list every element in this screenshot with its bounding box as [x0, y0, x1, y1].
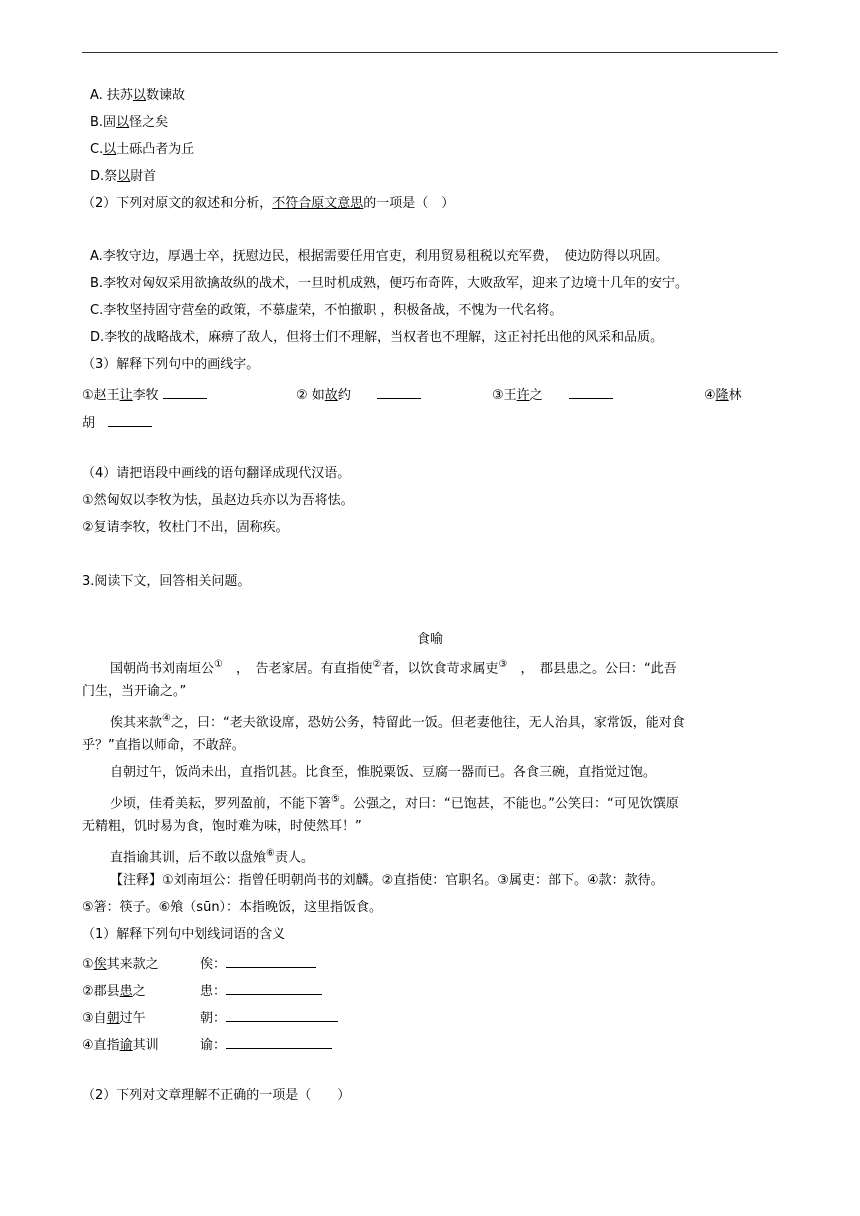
- q3-1-prompt: （1）解释下列句中划线词语的含义: [82, 927, 286, 942]
- passage-p5: 直指谕其训，后不敢以盘飧⑥责人。: [110, 848, 314, 866]
- q2-option-a: A.李牧守边，厚遇士卒，抚慰边民，根据需要任用官吏，利用贸易租税以充军费， 使边防得以巩固。: [90, 249, 669, 264]
- vocab-answer-2: 患：: [200, 980, 322, 999]
- vocab-answer-3: 朝：: [200, 1007, 338, 1026]
- vocab-item-3: ③自朝过午: [82, 1011, 146, 1026]
- option-b: B.固以怪之矣: [90, 115, 169, 130]
- passage-title: 食喻: [416, 632, 443, 647]
- q2-option-c: C.李牧坚持固守营垒的政策，不慕虚荣，不怕撤职 ，积极备战，不愧为一代名将。: [90, 303, 563, 318]
- q3-prompt: （3）解释下列句中的画线字。: [82, 357, 260, 372]
- vocab-item-1: ①俟其来款之: [82, 957, 159, 972]
- passage-p4: 少顷，佳肴美耘，罗列盈前，不能下箸⑤。公强之，对曰：“已饱甚，不能也。”公笑曰：“可见饮馔原: [110, 794, 679, 812]
- q2-prompt: （2）下列对原文的叙述和分析，不符合原文意思的一项是（ ）: [82, 196, 455, 211]
- passage-p4-cont: 无精粗，饥时易为食，饱时难为味，时使然耳！”: [82, 819, 362, 834]
- passage-p3: 自朝过午，饭尚未出，直指饥甚。比食至，惟脱粟饭、豆腐一器而已。各食三碗，直指觉过饱。: [110, 765, 657, 780]
- q2-option-b: B.李牧对匈奴采用欲擒故纵的战术，一旦时机成熟，便巧布奇阵，大败敌军，迎来了边境十几年的安宁。: [90, 276, 689, 291]
- q4-sentence-2: ②复请李牧，牧杜门不出，固称疾。: [82, 520, 289, 535]
- vocab-answer-4: 谕：: [200, 1034, 332, 1053]
- q2-option-d: D.李牧的战略战术，麻痹了敌人，但将士们不理解，当权者也不理解，这正衬托出他的风采和品质。: [90, 330, 664, 345]
- option-a: A. 扶苏以数谏故: [90, 88, 185, 103]
- q3-item-2: ② 如故约: [296, 384, 421, 403]
- q3-item-4-cont: 胡: [82, 412, 152, 431]
- q3-2-prompt: （2）下列对文章理解不正确的一项是（ ）: [82, 1088, 351, 1103]
- header-rule: [82, 52, 778, 53]
- vocab-item-2: ②郡县患之: [82, 984, 146, 999]
- q3-item-1: ①赵王让李牧: [82, 384, 207, 403]
- passage-note-1: 【注释】①刘南垣公：指曾任明朝尚书的刘麟。②直指使：官职名。③属吏：部下。④款：款待。: [110, 873, 664, 888]
- vocab-answer-1: 俟：: [200, 953, 316, 972]
- passage-note-2: ⑤箸：筷子。⑥飧（sūn）：本指晚饭，这里指饭食。: [82, 900, 383, 915]
- passage-p2: 俟其来款④之，曰：“老夫欲设席，恐妨公务，特留此一饭。但老妻他往，无人治具，家常饭，能对食: [110, 713, 685, 731]
- option-d: D.祭以尉首: [90, 169, 157, 184]
- q4-prompt: （4）请把语段中画线的语句翻译成现代汉语。: [82, 466, 351, 481]
- q3-section-header: 3.阅读下文，回答相关问题。: [82, 574, 251, 589]
- q4-sentence-1: ①然匈奴以李牧为怯，虽赵边兵亦以为吾将怯。: [82, 493, 354, 508]
- passage-p1-cont: 门生，当开谕之。”: [82, 684, 187, 699]
- passage-p1: 国朝尚书刘南垣公① ， 告老家居。有直指使②者，以饮食苛求属吏③ ， 郡县患之。公曰：“此吾: [110, 659, 677, 677]
- passage-p2-cont: 乎？”直指以师命，不敢辞。: [82, 738, 245, 753]
- q3-item-4: ④隆林: [704, 388, 742, 403]
- vocab-item-4: ④直指谕其训: [82, 1038, 159, 1053]
- q3-item-3: ③王许之: [492, 384, 613, 403]
- option-c: C.以土砾凸者为丘: [90, 142, 195, 157]
